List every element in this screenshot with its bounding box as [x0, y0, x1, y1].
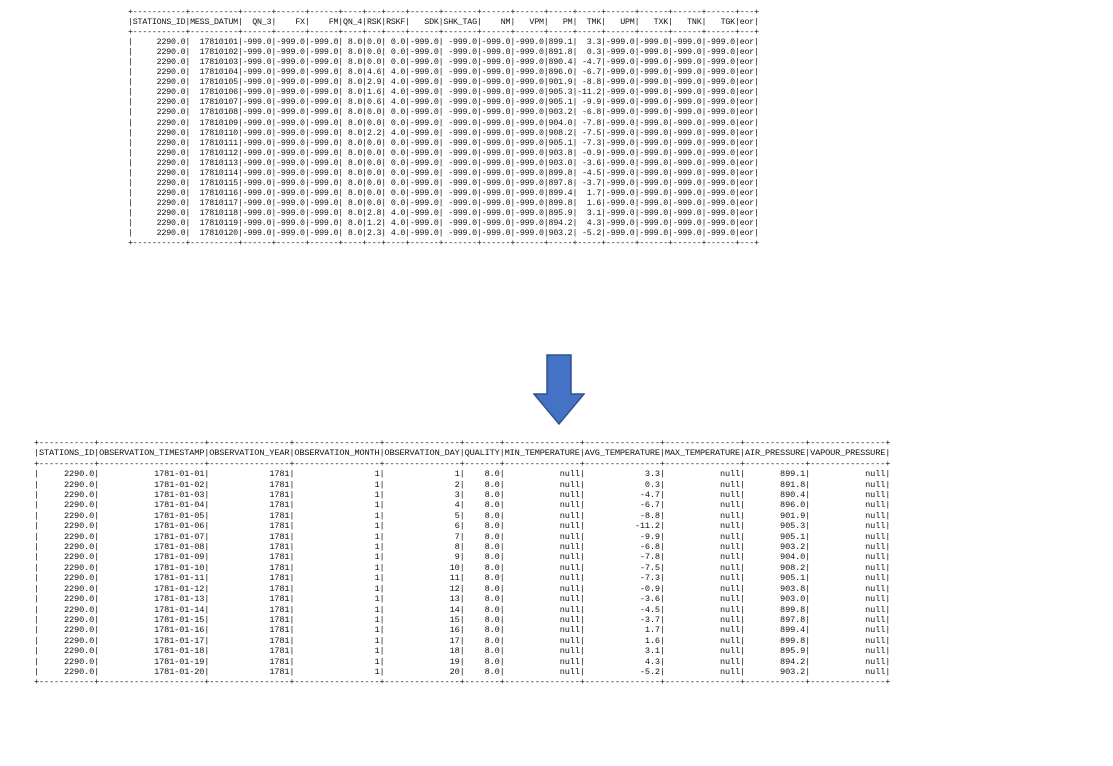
result-table: +-----------+---------------------+----------------+-----------------+---------------+-------+---------------+---------------+---------------+------------+---------------+ |STATIONS_ID|OBSERVATION_TIMESTAMP|OBSERVATION_YEAR|OBSERVATION_MONTH|OBSERVATION_DAY|QUALITY|MIN_TEMPERATURE|AVG_TEMPERATURE|MAX_TEMPERATURE|AIR_PRESSURE|VAPOUR_PRESSURE| +-----------+---------------------+----------------+-----------------+---------------+-------+---------------+---------------+---------------+------------+---------------+ | 2290.0| 1781-01-01| 1781| 1| 1| 8.0| null| 3.3| null| 899.1| null| | 2290.0| 1781-01-02| 1781| 1| 2| 8.0| null| 0.3| null| 891.8| null| | 2290.0| 1781-01-03| 1781| 1| 3| 8.0| null| -4.7| null| 890.4| null| | 2290.0| 1781-01-04| 1781| 1| 4| 8.0| null| -6.7| null| 896.0| null| | 2290.0| 1781-01-05| 1781| 1| 5| 8.0| null| -8.8| null| 901.9| null| | 2290.0| 1781-01-06| 1781| 1| 6| 8.0| null| -11.2| null| 905.3| null| | 2290.0| 1781-01-07| 1781| 1| 7| 8.0| null| -9.9| null| 905.1| null| | 2290.0| 1781-01-08| 1781| 1| 8| 8.0| null| -6.8| null| 903.2| null| | 2290.0| 1781-01-09| 1781| 1| 9| 8.0| null| -7.8| null| 904.0| null| | 2290.0| 1781-01-10| 1781| 1| 10| 8.0| null| -7.5| null| 908.2| null| | 2290.0| 1781-01-11| 1781| 1| 11| 8.0| null| -7.3| null| 905.1| null| | 2290.0| 1781-01-12| 1781| 1| 12| 8.0| null| -0.9| null| 903.8| null| | 2290.0| 1781-01-13| 1781| 1| 13| 8.0| null| -3.6| null| 903.0| null| | 2290.0| 1781-01-14| 1781| 1| 14| 8.0| null| -4.5| null| 899.8| null| | 2290.0| 1781-01-15| 1781| 1| 15| 8.0| null| -3.7| null| 897.8| null| | 2290.0| 1781-01-16| 1781| 1| 16| 8.0| null| 1.7| null| 899.4| null| | 2290.0| 1781-01-17| 1781| 1| 17| 8.0| null| 1.6| null| 899.8| null| | 2290.0| 1781-01-18| 1781| 1| 18| 8.0| null| 3.1| null| 895.9| null| | 2290.0| 1781-01-19| 1781| 1| 19| 8.0| null| 4.3| null| 894.2| null| | 2290.0| 1781-01-20| 1781| 1| 20| 8.0| null| -5.2| null| 903.2| null| +-----------+---------------------+----------------+-----------------+---------------+-------+---------------+---------------+---------------+------------+---------------+ — [34, 438, 891, 688]
source-table: +-----------+----------+------+------+------+----+---+----+------+-------+------+------+-----+-----+------+------+------+------+---+ |STATIONS_ID|MESS_DATUM| QN_3| FX| FM|QN_4|RSK|RSKF| SDK|SHK_TAG| NM| VPM| PM| TMK| UPM| TXK| TNK| TGK|eor| +-----------+----------+------+------+------+----+---+----+------+-------+------+------+-----+-----+------+------+------+------+---+ | 2290.0| 17810101|-999.0|-999.0|-999.0| 8.0|0.0| 0.0|-999.0| -999.0|-999.0|-999.0|899.1| 3.3|-999.0|-999.0|-999.0|-999.0|eor| | 2290.0| 17810102|-999.0|-999.0|-999.0| 8.0|0.0| 0.0|-999.0| -999.0|-999.0|-999.0|891.8| 0.3|-999.0|-999.0|-999.0|-999.0|eor| | 2290.0| 17810103|-999.0|-999.0|-999.0| 8.0|0.0| 0.0|-999.0| -999.0|-999.0|-999.0|890.4| -4.7|-999.0|-999.0|-999.0|-999.0|eor| | 2290.0| 17810104|-999.0|-999.0|-999.0| 8.0|4.6| 4.0|-999.0| -999.0|-999.0|-999.0|896.0| -6.7|-999.0|-999.0|-999.0|-999.0|eor| | 2290.0| 17810105|-999.0|-999.0|-999.0| 8.0|2.9| 4.0|-999.0| -999.0|-999.0|-999.0|901.9| -8.8|-999.0|-999.0|-999.0|-999.0|eor| | 2290.0| 17810106|-999.0|-999.0|-999.0| 8.0|1.6| 4.0|-999.0| -999.0|-999.0|-999.0|905.3|-11.2|-999.0|-999.0|-999.0|-999.0|eor| | 2290.0| 17810107|-999.0|-999.0|-999.0| 8.0|0.6| 4.0|-999.0| -999.0|-999.0|-999.0|905.1| -9.9|-999.0|-999.0|-999.0|-999.0|eor| | 2290.0| 17810108|-999.0|-999.0|-999.0| 8.0|0.0| 0.0|-999.0| -999.0|-999.0|-999.0|903.2| -6.8|-999.0|-999.0|-999.0|-999.0|eor| | 2290.0| 17810109|-999.0|-999.0|-999.0| 8.0|0.0| 0.0|-999.0| -999.0|-999.0|-999.0|904.0| -7.8|-999.0|-999.0|-999.0|-999.0|eor| | 2290.0| 17810110|-999.0|-999.0|-999.0| 8.0|2.2| 4.0|-999.0| -999.0|-999.0|-999.0|908.2| -7.5|-999.0|-999.0|-999.0|-999.0|eor| | 2290.0| 17810111|-999.0|-999.0|-999.0| 8.0|0.0| 0.0|-999.0| -999.0|-999.0|-999.0|905.1| -7.3|-999.0|-999.0|-999.0|-999.0|eor| | 2290.0| 17810112|-999.0|-999.0|-999.0| 8.0|0.0| 0.0|-999.0| -999.0|-999.0|-999.0|903.8| -0.9|-999.0|-999.0|-999.0|-999.0|eor| | 2290.0| 17810113|-999.0|-999.0|-999.0| 8.0|0.0| 0.0|-999.0| -999.0|-999.0|-999.0|903.0| -3.6|-999.0|-999.0|-999.0|-999.0|eor| | 2290.0| 17810114|-999.0|-999.0|-999.0| 8.0|0.0| 0.0|-999.0| -999.0|-999.0|-999.0|899.8| -4.5|-999.0|-999.0|-999.0|-999.0|eor| | 2290.0| 17810115|-999.0|-999.0|-999.0| 8.0|0.0| 0.0|-999.0| -999.0|-999.0|-999.0|897.8| -3.7|-999.0|-999.0|-999.0|-999.0|eor| | 2290.0| 17810116|-999.0|-999.0|-999.0| 8.0|0.0| 0.0|-999.0| -999.0|-999.0|-999.0|899.4| 1.7|-999.0|-999.0|-999.0|-999.0|eor| | 2290.0| 17810117|-999.0|-999.0|-999.0| 8.0|0.0| 0.0|-999.0| -999.0|-999.0|-999.0|899.8| 1.6|-999.0|-999.0|-999.0|-999.0|eor| | 2290.0| 17810118|-999.0|-999.0|-999.0| 8.0|2.8| 4.0|-999.0| -999.0|-999.0|-999.0|895.9| 3.1|-999.0|-999.0|-999.0|-999.0|eor| | 2290.0| 17810119|-999.0|-999.0|-999.0| 8.0|1.2| 4.0|-999.0| -999.0|-999.0|-999.0|894.2| 4.3|-999.0|-999.0|-999.0|-999.0|eor| | 2290.0| 17810120|-999.0|-999.0|-999.0| 8.0|2.3| 4.0|-999.0| -999.0|-999.0|-999.0|903.2| -5.2|-999.0|-999.0|-999.0|-999.0|eor| +-----------+----------+------+------+------+----+---+----+------+-------+------+------+-----+-----+------+------+------+------+---+ — [128, 8, 759, 249]
down-arrow-icon — [533, 354, 585, 426]
